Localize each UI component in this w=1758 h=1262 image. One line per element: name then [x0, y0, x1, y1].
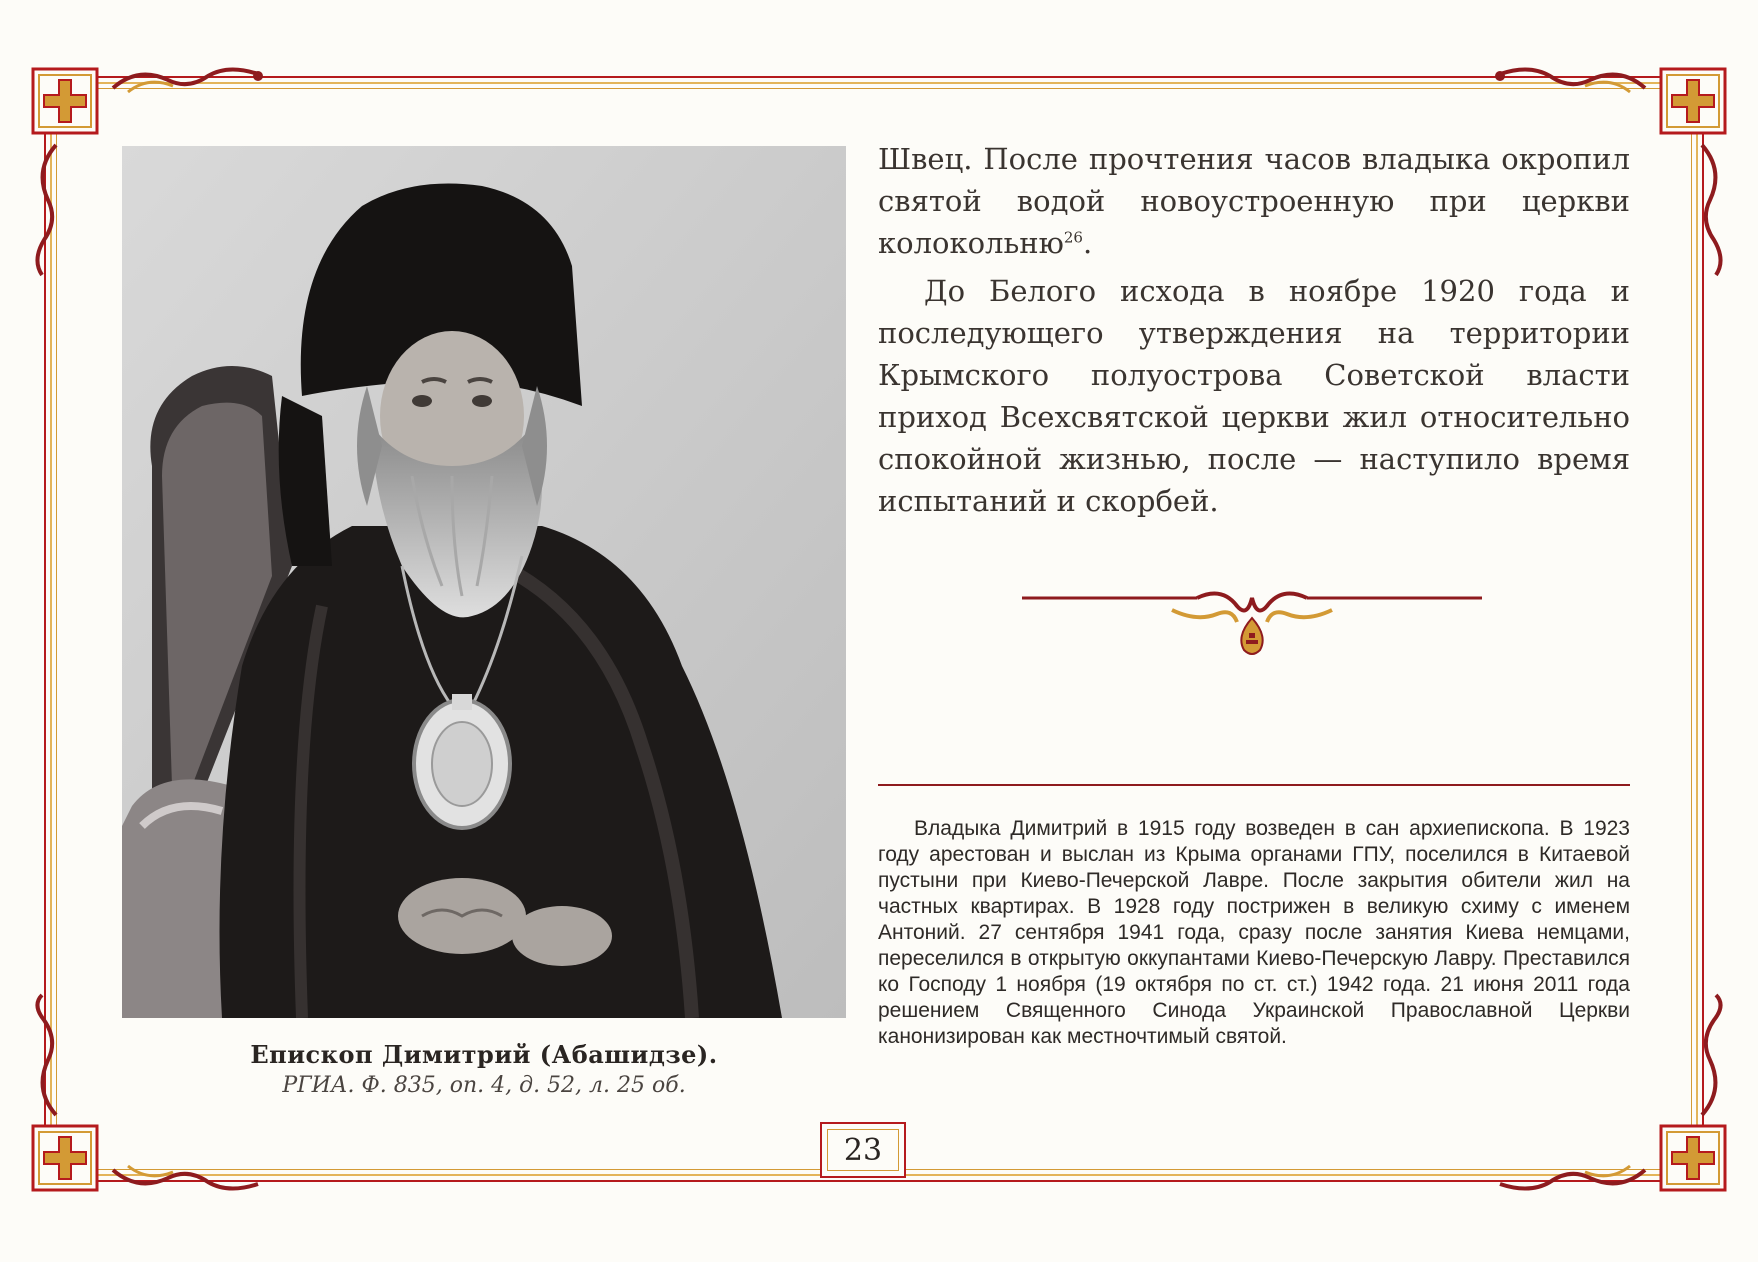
caption-archive-reference: РГИА. Ф. 835, оп. 4, д. 52, л. 25 об. — [282, 1073, 686, 1098]
paragraph-2: До Белого исхода в ноябре 1920 года и последующего утверждения на территории Крымского полуострова Советской власти приход Всехсвятской церкви жил относительно спокойной жизнью, после — наступило время испытаний и скорбей. — [878, 274, 1630, 518]
portrait-photo — [122, 146, 846, 1018]
paragraph-1 — [878, 138, 1630, 264]
cross-ornament-icon — [30, 1123, 100, 1193]
scroll-ornament-icon — [1480, 1160, 1650, 1196]
paragraph-1-text: Швец. После прочтения часов владыка окропил святой водой новоустроенную при церкви колокольню — [878, 142, 1630, 260]
scroll-ornament-icon — [30, 990, 66, 1120]
footnote-text-block — [878, 816, 1630, 1050]
scroll-ornament-icon — [1692, 140, 1728, 280]
page-number: 23 — [843, 1132, 883, 1168]
photo-caption — [122, 1040, 846, 1098]
scroll-ornament-icon — [108, 1160, 278, 1196]
caption-name: Епископ Димитрий (Абашидзе). — [250, 1040, 718, 1069]
cross-ornament-icon — [1658, 1123, 1728, 1193]
scroll-ornament-icon — [108, 62, 278, 98]
footnote-rule — [878, 784, 1630, 786]
cross-ornament-icon — [30, 66, 100, 136]
scroll-ornament-icon — [30, 140, 66, 280]
scroll-ornament-icon — [1480, 62, 1650, 98]
footnote-marker: 26 — [1063, 228, 1083, 247]
divider-ornament-icon — [1022, 588, 1482, 658]
footnote-text: Владыка Димитрий в 1915 году возведен в сан архиепископа. В 1923 году арестован и выслан из Крыма органами ГПУ, поселился в Китаевой пустыни при Киево-Печерской Лавре. После закрытия обители жил на частных квартирах. В 1928 году пострижен в великую схиму с именем Антоний. 27 сентября 1941 года, сразу после занятия Киева немцами, переселился в открытую оккупантами Киево-Печерскую Лавру. Преставился ко Господу 1 ноября (19 октября по ст. ст.) 1942 года. 21 июня 2011 года решением Священного Синода Украинской Православной Церкви канонизирован как местночтимый святой. — [878, 817, 1630, 1048]
page-number-box — [820, 1122, 906, 1178]
cross-ornament-icon — [1658, 66, 1728, 136]
paragraph-1-end: . — [1082, 226, 1093, 260]
main-body-text — [878, 138, 1630, 522]
scroll-ornament-icon — [1692, 990, 1728, 1120]
